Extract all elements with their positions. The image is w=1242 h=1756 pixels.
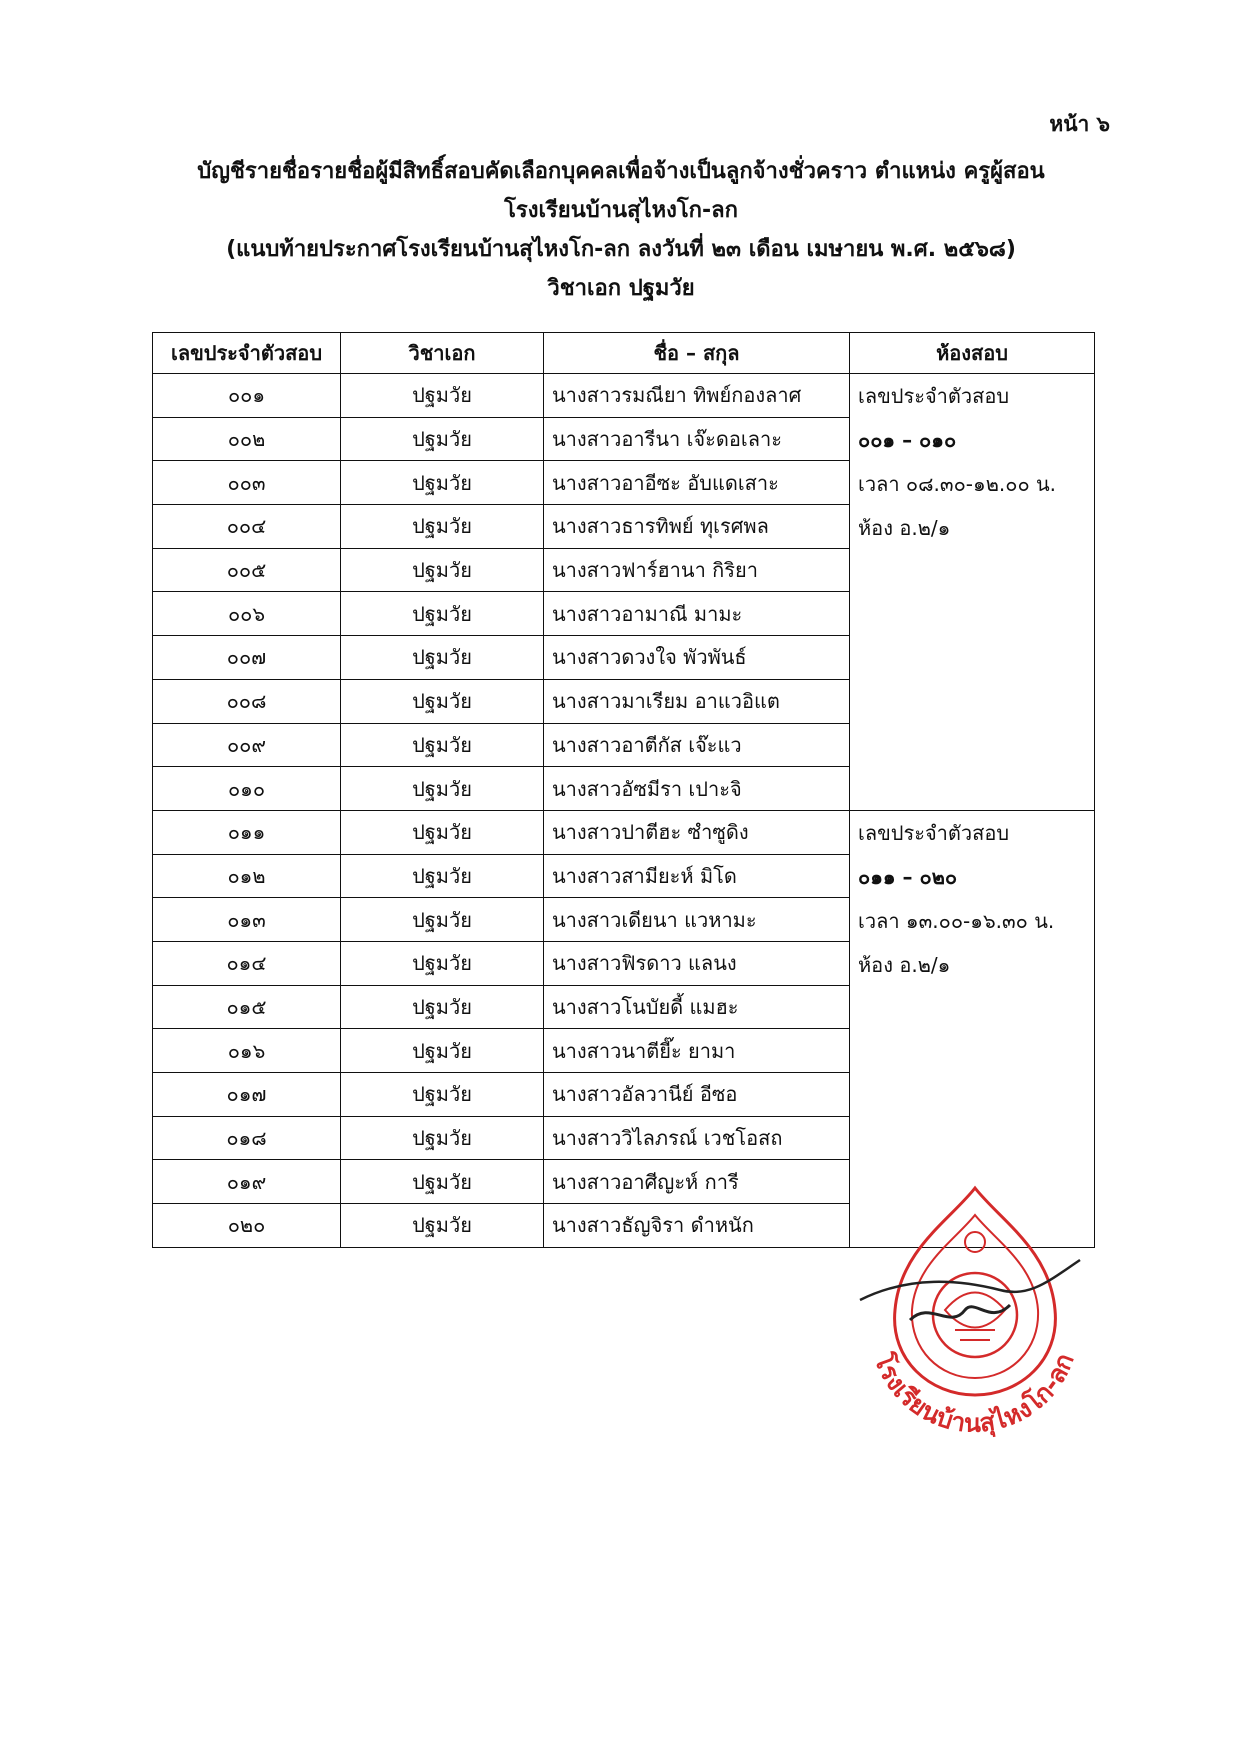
exam-id: ๐๑๘ (153, 1116, 341, 1160)
candidate-name: นางสาวอัซมีรา เปาะจิ (544, 767, 850, 811)
school-name: โรงเรียนบ้านสุไหงโก-ลก (504, 198, 738, 223)
subject: ปฐมวัย (341, 1029, 544, 1073)
candidate-name: นางสาวมาเรียม อาแวอิแต (544, 679, 850, 723)
subject: ปฐมวัย (341, 1073, 544, 1117)
candidate-name: นางสาวโนบัยดี้ แมฮะ (544, 985, 850, 1029)
candidate-name: นางสาวอาอีซะ อับแดเสาะ (544, 461, 850, 505)
title-line: บัญชีรายชื่อรายชื่อผู้มีสิทธิ์สอบคัดเลือกบุคคลเพื่อจ้างเป็นลูกจ้างชั่วคราว ตำแหน่ง ครูผู้สอน (197, 159, 1045, 184)
exam-id: ๐๐๘ (153, 679, 341, 723)
exam-id: ๐๐๖ (153, 592, 341, 636)
exam-candidates-table (152, 332, 1095, 1248)
exam-id: ๐๐๒ (153, 417, 341, 461)
major-subject: วิชาเอก ปฐมวัย (547, 276, 695, 301)
room-info (850, 374, 1095, 811)
exam-id: ๐๐๕ (153, 548, 341, 592)
exam-id: ๐๑๕ (153, 985, 341, 1029)
school-seal-stamp (850, 1180, 1100, 1480)
exam-id: ๐๒๐ (153, 1204, 341, 1248)
exam-id: ๐๑๙ (153, 1160, 341, 1204)
subject: ปฐมวัย (341, 417, 544, 461)
announcement-reference: (แนบท้ายประกาศโรงเรียนบ้านสุไหงโก-ลก ลงวันที่ ๒๓ เดือน เมษายน พ.ศ. ๒๕๖๘) (226, 237, 1016, 262)
room-number: ห้อง อ.๒/๑ (858, 952, 951, 977)
document-header (0, 152, 1242, 308)
candidate-name: นางสาวอัลวานีย์ อีซอ (544, 1073, 850, 1117)
header-exam-id: เลขประจำตัวสอบ (153, 333, 341, 374)
exam-id: ๐๐๔ (153, 505, 341, 549)
subject: ปฐมวัย (341, 1116, 544, 1160)
subject: ปฐมวัย (341, 1204, 544, 1248)
exam-id: ๐๑๔ (153, 941, 341, 985)
table-header-row (153, 333, 1095, 374)
exam-id: ๐๑๒ (153, 854, 341, 898)
exam-id: ๐๑๖ (153, 1029, 341, 1073)
subject: ปฐมวัย (341, 767, 544, 811)
candidate-name: นางสาวอาศีญะห์ การี (544, 1160, 850, 1204)
room-range: ๐๐๑ – ๐๑๐ (858, 428, 957, 452)
candidate-name: นางสาวอาตีกัส เจ๊ะแว (544, 723, 850, 767)
candidate-name: นางสาวรมณียา ทิพย์กองลาศ (544, 374, 850, 418)
room-label: เลขประจำตัวสอบ (858, 820, 1010, 845)
table-row (153, 810, 1095, 854)
subject: ปฐมวัย (341, 636, 544, 680)
subject: ปฐมวัย (341, 505, 544, 549)
room-number: ห้อง อ.๒/๑ (858, 516, 951, 540)
header-name: ชื่อ – สกุล (544, 333, 850, 374)
exam-id: ๐๑๗ (153, 1073, 341, 1117)
subject: ปฐมวัย (341, 1160, 544, 1204)
candidate-name: นางสาววิไลภรณ์ เวชโอสถ (544, 1116, 850, 1160)
seal-text: โรงเรียนบ้านสุไหงโก-ลก (868, 1349, 1080, 1438)
subject: ปฐมวัย (341, 723, 544, 767)
subject: ปฐมวัย (341, 548, 544, 592)
exam-id: ๐๑๑ (153, 810, 341, 854)
exam-id: ๐๑๐ (153, 767, 341, 811)
header-subject: วิชาเอก (341, 333, 544, 374)
subject: ปฐมวัย (341, 854, 544, 898)
header-room: ห้องสอบ (850, 333, 1095, 374)
page-number: หน้า ๖ (1049, 112, 1110, 136)
candidate-name: นางสาวฟิรดาว แลนง (544, 941, 850, 985)
exam-id: ๐๐๓ (153, 461, 341, 505)
subject: ปฐมวัย (341, 985, 544, 1029)
subject: ปฐมวัย (341, 898, 544, 942)
room-label: เลขประจำตัวสอบ (858, 384, 1010, 408)
room-range: ๐๑๑ – ๐๒๐ (858, 864, 958, 889)
candidate-name: นางสาวดวงใจ พัวพันธ์ (544, 636, 850, 680)
candidate-name: นางสาวนาตียี๊ะ ยามา (544, 1029, 850, 1073)
table-row (153, 374, 1095, 418)
exam-id: ๐๐๙ (153, 723, 341, 767)
subject: ปฐมวัย (341, 461, 544, 505)
room-time: เวลา ๑๓.๐๐-๑๖.๓๐ น. (858, 908, 1055, 933)
candidate-name: นางสาวฟาร์ฮานา กิริยา (544, 548, 850, 592)
subject: ปฐมวัย (341, 679, 544, 723)
candidate-name: นางสาวธารทิพย์ ทุเรศพล (544, 505, 850, 549)
candidate-name: นางสาวอารีนา เจ๊ะดอเลาะ (544, 417, 850, 461)
candidate-name: นางสาวสามียะห์ มิโด (544, 854, 850, 898)
exam-id: ๐๑๓ (153, 898, 341, 942)
candidate-name: นางสาวเดียนา แวหามะ (544, 898, 850, 942)
exam-id: ๐๐๗ (153, 636, 341, 680)
subject: ปฐมวัย (341, 810, 544, 854)
subject: ปฐมวัย (341, 592, 544, 636)
candidate-name: นางสาวอามาณี มามะ (544, 592, 850, 636)
exam-id: ๐๐๑ (153, 374, 341, 418)
subject: ปฐมวัย (341, 374, 544, 418)
candidate-name: นางสาวปาตีฮะ ซำซูดิง (544, 810, 850, 854)
room-time: เวลา ๐๘.๓๐-๑๒.๐๐ น. (858, 472, 1057, 496)
subject: ปฐมวัย (341, 941, 544, 985)
candidate-name: นางสาวธัญจิรา ดำหนัก (544, 1204, 850, 1248)
